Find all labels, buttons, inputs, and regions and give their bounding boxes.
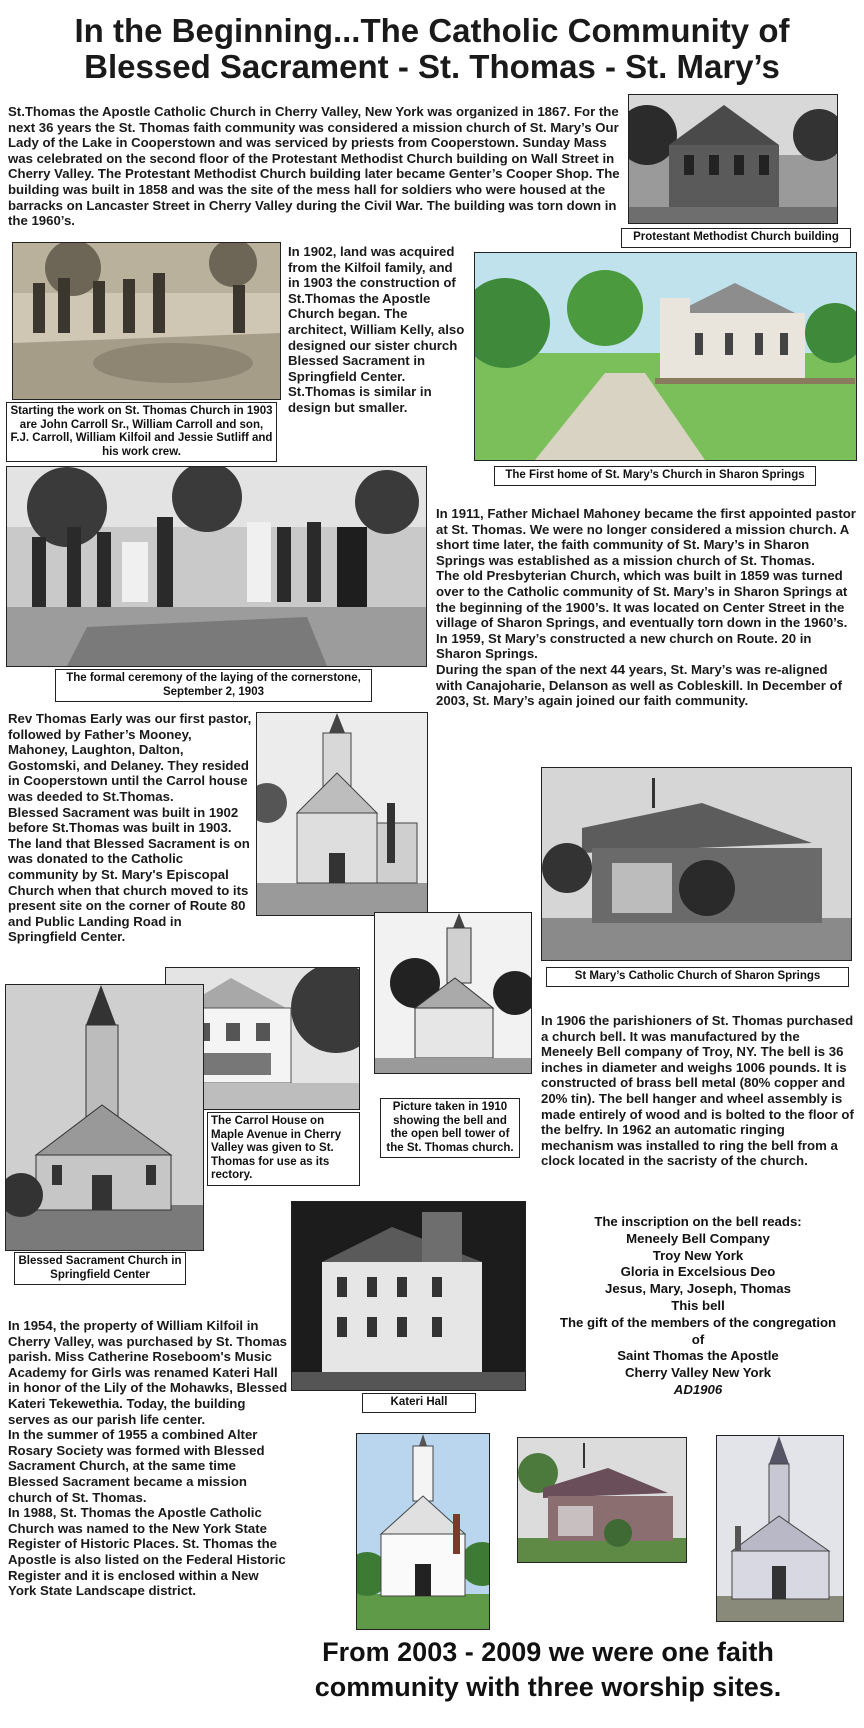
- bell-inscription-line: Gloria in Excelsious Deo: [620, 1264, 776, 1280]
- caption-carrol-house: The Carrol House on Maple Avenue in Cherry Valley was given to St. Thomas for use as its rectory.: [207, 1112, 360, 1186]
- caption-methodist: Protestant Methodist Church building: [621, 228, 851, 248]
- paragraph-sharon-realigned: During the span of the next 44 years, St. Mary’s was re-aligned with Canajoharie, Delanson as well as Cobleskill. In December of 2003, St. Mary’s again joined our faith community.: [436, 661, 843, 709]
- st-thomas-color-photo: [356, 1433, 490, 1630]
- kateri-hall-photo: [291, 1201, 526, 1391]
- paragraph-sharon-springs: [436, 506, 856, 709]
- footer-line-1: From 2003 - 2009 we were one faith: [322, 1637, 774, 1667]
- caption-bell-tower: Picture taken in 1910 showing the bell and the open bell tower of the St. Thomas church.: [380, 1098, 520, 1158]
- cornerstone-ceremony-photo: [6, 466, 427, 667]
- paragraph-sharon-presbyterian: The old Presbyterian Church, which was built in 1859 was turned over to the Catholic community of St. Mary’s in Sharon Springs at the beginning of the 1900’s. It was located on Center Street in the village of Sharon Springs, and eventually torn down in the 1960’s. In 1959, St Mary’s constructed a new church on Route. 20 in Sharon Springs.: [436, 568, 848, 662]
- bell-inscription-line: Jesus, Mary, Joseph, Thomas: [605, 1281, 791, 1297]
- bell-tower-1910-photo: [374, 912, 532, 1074]
- bell-inscription-line: The gift of the members of the congregation: [559, 1314, 837, 1330]
- page-title-line-1: In the Beginning...The Catholic Community of: [74, 12, 790, 49]
- caption-st-marys: St Mary’s Catholic Church of Sharon Springs: [546, 967, 849, 987]
- bell-inscription-line: The inscription on the bell reads:: [594, 1214, 802, 1229]
- caption-work-crew: Starting the work on St. Thomas Church in 1903 are John Carroll Sr., William Carroll and son, F.J. Carroll, William Kilfoil and Jessie Sutliff and his work crew.: [6, 402, 277, 462]
- paragraph-historic-register: In 1988, St. Thomas the Apostle Catholic Church was named to the New York State Register of Historic Places. St. Thomas the Apostle is also listed on the Federal Historic Register and it is enclosed within a New York State Landscape district.: [8, 1505, 286, 1599]
- bell-inscription-line: Troy New York: [652, 1247, 744, 1263]
- paragraph-kateri-hall: [8, 1318, 290, 1599]
- bell-inscription-line: AD1906: [673, 1381, 723, 1397]
- bell-inscription-line: Meneely Bell Company: [626, 1230, 770, 1246]
- paragraph-rosary-society: In the summer of 1955 a combined Alter Rosary Society was formed with Blessed Sacrament Church, at the same time Blessed Sacrament became a mission church of St. Thomas.: [8, 1427, 265, 1505]
- bell-inscription: [540, 1214, 856, 1399]
- paragraph-kateri-1954: In 1954, the property of William Kilfoil in Cherry Valley, was purchased by St. Thomas parish. Miss Catherine Roseboom's Music Academy for Girls was renamed Kateri Hall in honor of the Lily of the Mohawks, Blessed Kateri Tekewethia. Today, the building serves as our parish life center.: [8, 1318, 288, 1427]
- caption-cornerstone: The formal ceremony of the laying of the cornerstone, September 2, 1903: [55, 669, 372, 702]
- footer-line-2: community with three worship sites.: [314, 1672, 782, 1702]
- methodist-church-photo: [628, 94, 838, 224]
- paragraph-history: St.Thomas the Apostle Catholic Church in Cherry Valley, New York was organized in 1867. For the next 36 years the St. Thomas faith community was considered a mission church of St. Mary’s Our Lady of the Lake in Cooperstown and was serviced by priests from Cooperstown. Sunday Mass was celebrated on the second floor of the Protestant Methodist Church building on Wall Street in Cherry Valley. The Protestant Methodist Church building later became Genter’s Cooper Shop. The building was built in 1858 and was the site of the mess hall for soldiers who were housed at the barracks on Lancaster Street in Cherry Valley during the Civil War. The building was torn down in the 1960’s.: [8, 104, 620, 229]
- sharon-springs-first-church-photo: [474, 252, 857, 461]
- st-marys-church-photo: [541, 767, 852, 961]
- blessed-sacrament-color-photo: [716, 1435, 844, 1622]
- caption-blessed-sacrament: Blessed Sacrament Church in Springfield Center: [14, 1252, 186, 1285]
- paragraph-blessed-sacrament-land: Blessed Sacrament was built in 1902 before St.Thomas was built in 1903. The land that Blessed Sacrament is on was donated to the Catholic community by St. Mary's Episcopal Church when that church moved to its present site on the corner of Route 80 and Public Landing Road in Springfield Center.: [8, 804, 250, 945]
- bell-inscription-line: Saint Thomas the Apostle: [617, 1348, 779, 1364]
- page-title-line-2: Blessed Sacrament - St. Thomas - St. Mary’s: [84, 48, 780, 85]
- st-thomas-church-photo: [256, 712, 428, 916]
- caption-sharon-first-church: The First home of St. Mary’s Church in Sharon Springs: [494, 466, 816, 486]
- bell-inscription-line: of: [691, 1331, 705, 1347]
- blessed-sacrament-photo: [5, 984, 204, 1251]
- st-marys-color-photo: [517, 1437, 687, 1563]
- bell-inscription-line: This bell: [671, 1297, 725, 1313]
- paragraph-construction: In 1902, land was acquired from the Kilfoil family, and in 1903 the construction of St.Thomas the Apostle Church began. The architect, William Kelly, also designed our sister church Blessed Sacrament in Springfield Center. St.Thomas is similar in design but smaller.: [288, 244, 465, 415]
- paragraph-sharon-1911: In 1911, Father Michael Mahoney became the first appointed pastor at St. Thomas. We were no longer considered a mission church. A short time later, the faith community of St. Mary’s in Sharon Springs was established as a mission church of St. Thomas.: [436, 506, 856, 568]
- paragraph-pastors-list: Rev Thomas Early was our first pastor, followed by Father’s Mooney, Mahoney, Laughton, Dalton, Gostomski, and Delaney. They resided in Cooperstown until the Carrol house was deeded to St.Thomas.: [8, 711, 252, 804]
- work-crew-photo: [12, 242, 281, 400]
- bell-inscription-line: Cherry Valley New York: [624, 1365, 772, 1381]
- paragraph-church-bell: In 1906 the parishioners of St. Thomas purchased a church bell. It was manufactured by the Meneely Bell company of Troy, NY. The bell is 36 inches in diameter and weighs 1006 pounds. It is constructed of brass bell metal (80% copper and 20% tin). The bell hanger and wheel assembly is made entirely of wood and is bolted to the floor of the belfry. In 1962 an automatic ringing mechanism was installed to ring the bell from a clock located in the sacristy of the church.: [541, 1013, 854, 1169]
- caption-kateri-hall: Kateri Hall: [362, 1393, 476, 1413]
